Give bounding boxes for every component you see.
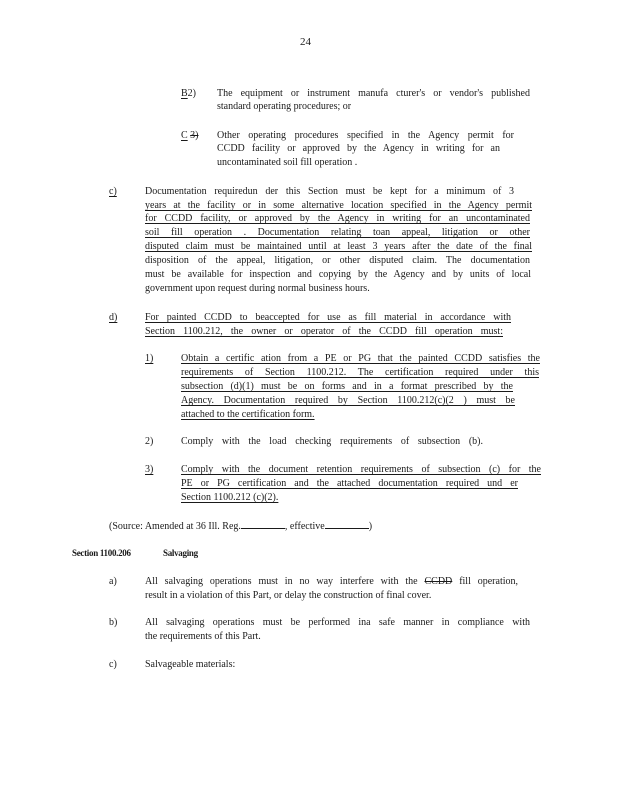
- list-item-c: [181, 129, 199, 142]
- item-label-old: 3): [190, 130, 199, 141]
- page-number: 24: [300, 36, 311, 48]
- item-d3-line-1: Comply with the document retention requirements of subsection (c) for the: [181, 464, 541, 475]
- item-d1-line-1: Obtain a certific ation from a PE or PG that the painted CCDD satisfies the: [181, 353, 540, 364]
- item-d1-line-4: Agency. Documentation required by Section 1100.212(c)(2 ) must be: [181, 395, 515, 406]
- item-d1-line-2: requirements of Section 1100.212. The certification required under this: [181, 367, 539, 378]
- item-c-line-1: Other operating procedures specified in the Agency permit for: [217, 130, 514, 141]
- para-c-line-2: years at the facility or in some alternative location specified in the Agency permit: [145, 200, 532, 211]
- salvage-c-line-1: Salvageable materials:: [145, 659, 236, 670]
- para-c-line-6: disposition of the appeal, litigation, or other disputed claim. The documentation: [145, 255, 530, 266]
- item-d2-label: 2): [145, 436, 154, 447]
- item-d1-label: 1): [145, 353, 154, 364]
- para-c-line-7: must be available for inspection and copying by the Agency and by units of local: [145, 269, 531, 280]
- blank-line: [241, 518, 285, 529]
- item-d3-line-2: PE or PG certification and the attached documentation required und er: [181, 478, 518, 489]
- list-item-b: [181, 87, 196, 100]
- para-c-line-1: Documentation requiredun der this Section must be kept for a minimum of 3: [145, 186, 514, 197]
- item-b-line-2: standard operating procedures; or: [217, 101, 352, 112]
- salvage-b-line-2: the requirements of this Part.: [145, 631, 261, 642]
- salvage-c-label: c): [109, 659, 117, 670]
- item-d1-line-5: attached to the certification form.: [181, 409, 315, 420]
- salvage-b-line-1: All salvaging operations must be performed ina safe manner in compliance with: [145, 617, 530, 628]
- para-c-line-5: disputed claim must be maintained until at least 3 years after the date of the final: [145, 241, 532, 252]
- item-label-old: 2): [187, 88, 197, 99]
- section-number: Section 1100.206: [72, 548, 131, 558]
- source-note-lead: (Source: Amended at 36 Ill. Reg.: [109, 521, 241, 532]
- item-d3-line-3: Section 1100.212 (c)(2).: [181, 492, 279, 503]
- para-d-line-2: Section 1100.212, the owner or operator of the CCDD fill operation must:: [145, 326, 503, 337]
- source-note: [109, 518, 372, 533]
- para-d-line-1: For painted CCDD to beaccepted for use as fill material in accordance with: [145, 312, 511, 323]
- salvage-b-label: b): [109, 617, 118, 628]
- para-d-label: d): [109, 312, 118, 323]
- para-c-label: c): [109, 186, 117, 197]
- salvage-a-label: a): [109, 576, 117, 587]
- item-label-new: B: [181, 88, 188, 99]
- item-c-line-3: uncontaminated soil fill operation .: [217, 157, 358, 168]
- blank-line: [325, 518, 369, 529]
- item-d2-line-1: Comply with the load checking requirements of subsection (b).: [181, 436, 483, 447]
- para-c-line-8: government upon request during normal business hours.: [145, 283, 370, 294]
- para-c-line-4: soil fill operation . Documentation relating toan appeal, litigation or other: [145, 227, 530, 238]
- item-d3-label: 3): [145, 464, 154, 475]
- salvage-a-line-1: All salvaging operations must in no way interfere with the CCDD fill operation,: [145, 576, 519, 587]
- item-c-line-2: CCDD facility or approved by the Agency in writing for an: [217, 143, 500, 154]
- item-label-new: C: [181, 130, 188, 141]
- source-note-tail: ): [368, 521, 373, 532]
- item-d1-line-3: subsection (d)(1) must be on forms and in a format prescribed by the: [181, 381, 513, 392]
- para-c-line-3: for CCDD facility, or approved by the Agency in writing for an uncontaminated: [145, 213, 530, 224]
- section-title: Salvaging: [163, 548, 198, 558]
- source-note-middle: , effective: [284, 521, 325, 532]
- struck-text: CCDD: [424, 576, 453, 587]
- salvage-a-line-2: result in a violation of this Part, or delay the construction of final cover.: [145, 590, 432, 601]
- item-b-line-1: The equipment or instrument manufa cturer's or vendor's published: [217, 88, 530, 99]
